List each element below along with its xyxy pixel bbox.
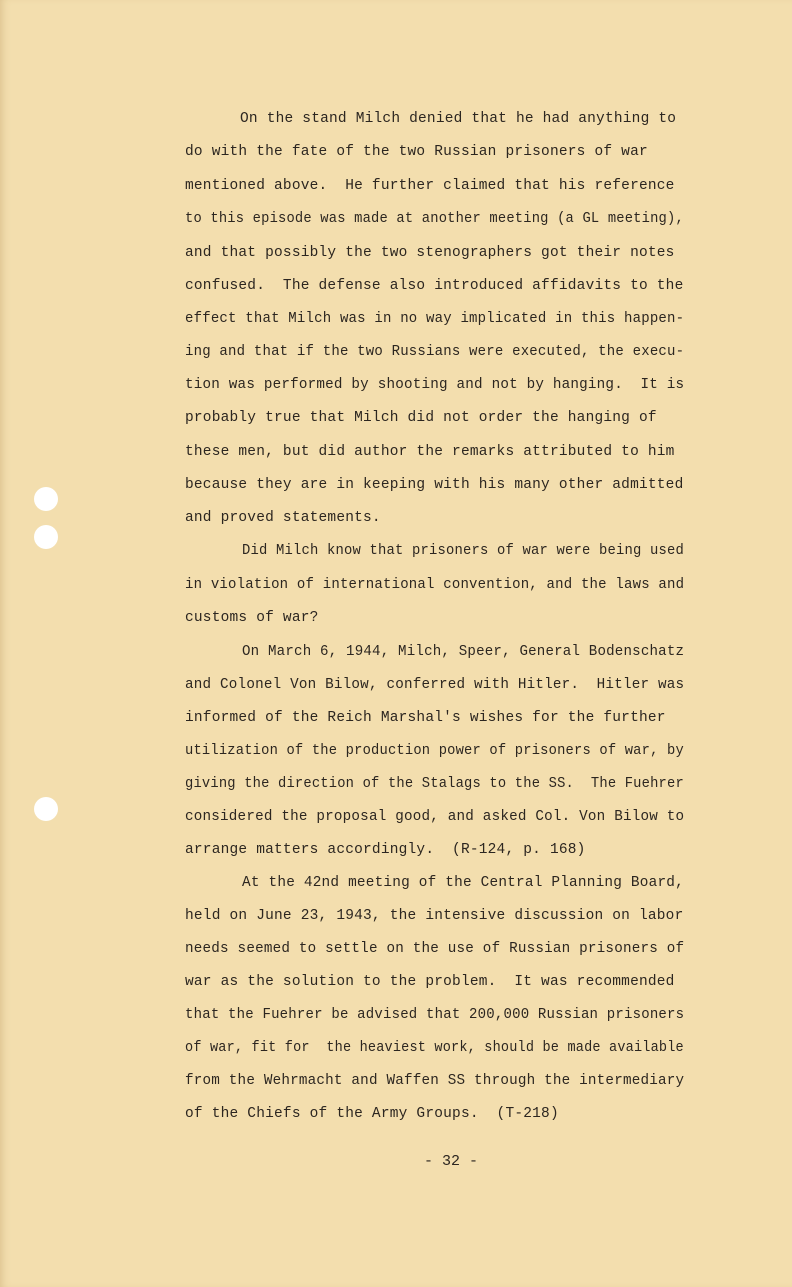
punch-hole (34, 487, 58, 511)
text-line: in violation of international convention, and the laws and (185, 577, 685, 593)
text-line: do with the fate of the two Russian prisoners of war (185, 144, 648, 160)
page-number: - 32 - (424, 1153, 479, 1170)
text-line: At the 42nd meeting of the Central Planning Board, (242, 875, 684, 891)
text-line: Did Milch know that prisoners of war were being used (242, 543, 685, 559)
text-line: On March 6, 1944, Milch, Speer, General Bodenschatz (242, 644, 685, 660)
punch-hole (34, 797, 58, 821)
text-line: that the Fuehrer be advised that 200,000 Russian prisoners (185, 1007, 685, 1023)
text-line: and proved statements. (185, 510, 381, 526)
text-line: mentioned above. He further claimed that his reference (185, 178, 675, 194)
text-line: informed of the Reich Marshal's wishes for the further (185, 710, 666, 726)
text-line: effect that Milch was in no way implicated in this happen- (185, 311, 685, 327)
text-line: of the Chiefs of the Army Groups. (T-218) (185, 1106, 559, 1122)
text-line: ing and that if the two Russians were executed, the execu- (185, 344, 685, 360)
text-line: tion was performed by shooting and not by hanging. It is (185, 377, 685, 393)
text-line: and Colonel Von Bilow, conferred with Hitler. Hitler was (185, 677, 685, 693)
text-line: considered the proposal good, and asked Col. Von Bilow to (185, 809, 685, 825)
text-line: these men, but did author the remarks attributed to him (185, 444, 675, 460)
text-line: giving the direction of the Stalags to the SS. The Fuehrer (185, 776, 684, 792)
text-line: held on June 23, 1943, the intensive discussion on labor (185, 908, 684, 924)
text-line: because they are in keeping with his many other admitted (185, 477, 684, 493)
text-line: war as the solution to the problem. It was recommended (185, 974, 675, 990)
text-line: and that possibly the two stenographers got their notes (185, 245, 675, 261)
text-line: customs of war? (185, 610, 319, 626)
text-line: confused. The defense also introduced affidavits to the (185, 278, 684, 294)
text-line: of war, fit for the heaviest work, should be made available (185, 1040, 684, 1056)
punch-hole (34, 525, 58, 549)
text-line: utilization of the production power of prisoners of war, by (185, 743, 684, 759)
text-line: to this episode was made at another meeting (a GL meeting), (185, 211, 684, 227)
text-line: probably true that Milch did not order the hanging of (185, 410, 657, 426)
text-line: On the stand Milch denied that he had anything to (240, 111, 677, 127)
text-line: needs seemed to settle on the use of Russian prisoners of (185, 941, 685, 957)
text-line: arrange matters accordingly. (R-124, p. 168) (185, 842, 586, 858)
text-line: from the Wehrmacht and Waffen SS through the intermediary (185, 1073, 685, 1089)
